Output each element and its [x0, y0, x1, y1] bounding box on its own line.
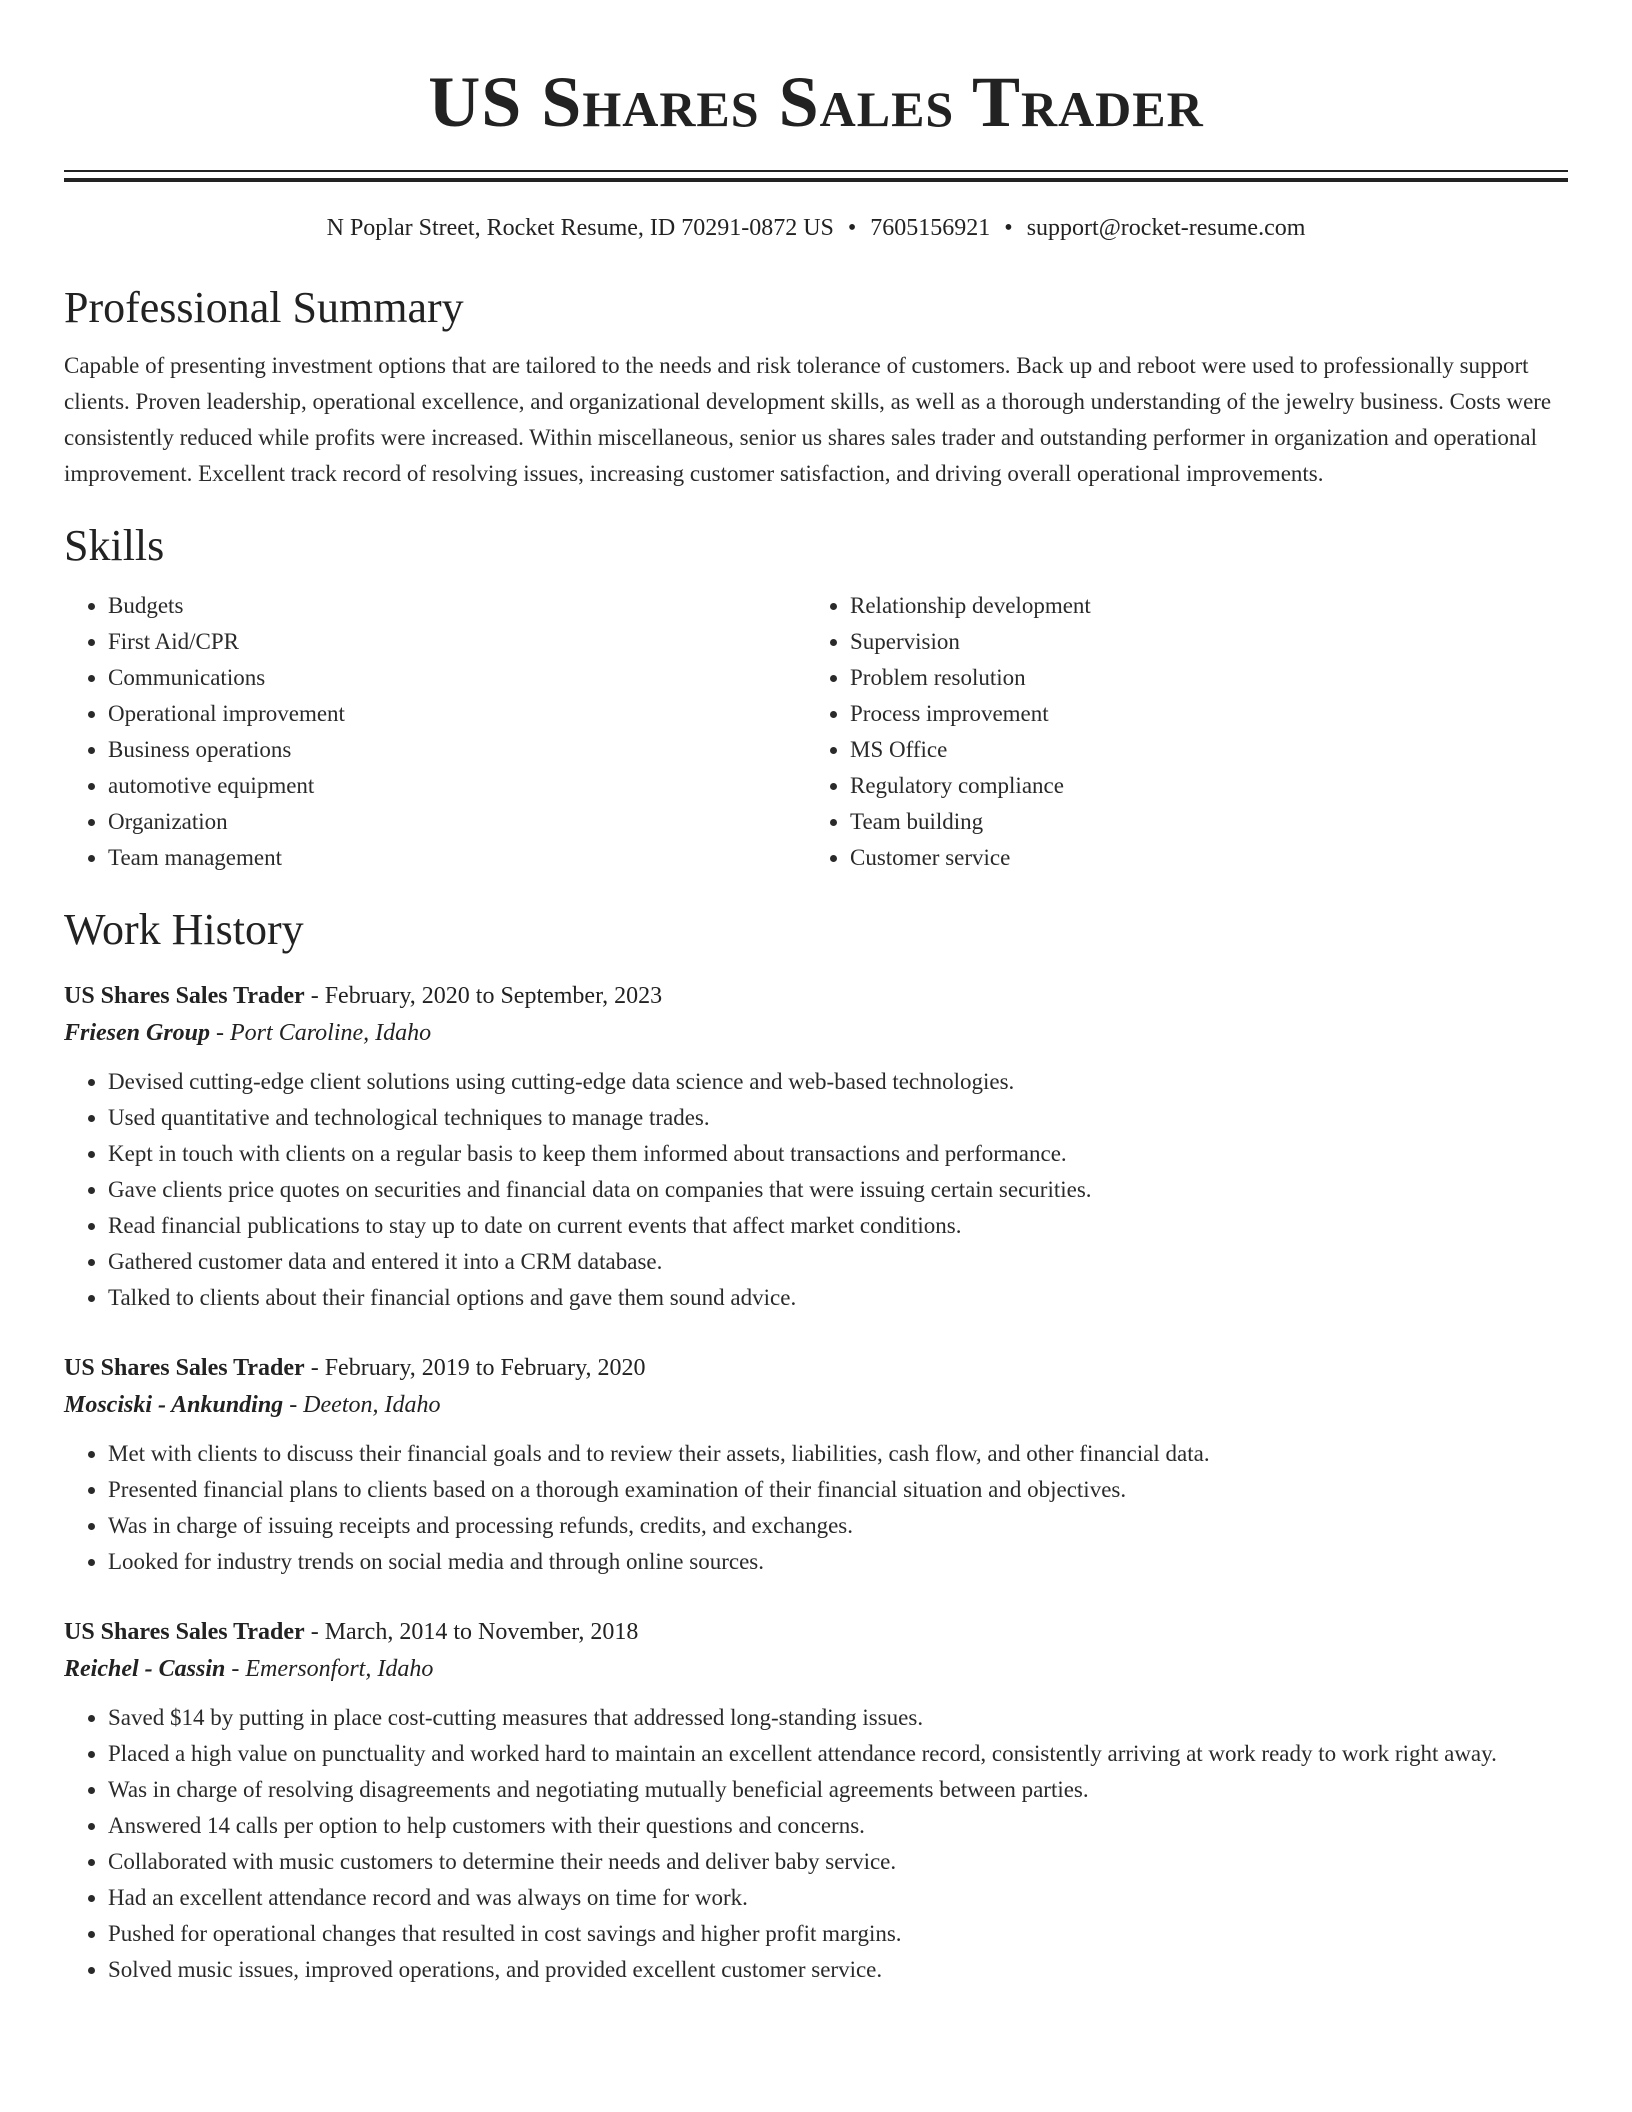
job-bullet: • Read financial publications to stay up to date on current events that affect market conditions.	[108, 1208, 1568, 1244]
job-bullet: • Gathered customer data and entered it into a CRM database.	[108, 1244, 1568, 1280]
job-entry	[64, 1350, 1568, 1580]
contact-separator: •	[1004, 215, 1013, 241]
job-title: US Shares Sales Trader	[64, 983, 305, 1009]
job-bullet: • Placed a high value on punctuality and worked hard to maintain an excellent attendance record, consistently arriving at work ready to work right away.	[108, 1736, 1568, 1772]
job-title-line	[64, 1350, 1568, 1386]
skill-item: • Team building	[850, 804, 1548, 840]
job-bullet: • Met with clients to discuss their financial goals and to review their assets, liabilities, cash flow, and other financial data.	[108, 1436, 1568, 1472]
skill-item: • Communications	[108, 660, 806, 696]
job-bullet: • Talked to clients about their financial options and gave them sound advice.	[108, 1280, 1568, 1316]
job-bullet: • Devised cutting-edge client solutions using cutting-edge data science and web-based technologies.	[108, 1064, 1568, 1100]
work-history-heading: Work History	[64, 905, 304, 954]
job-entry	[64, 1614, 1568, 1988]
job-title: US Shares Sales Trader	[64, 1355, 305, 1381]
job-bullet: • Pushed for operational changes that resulted in cost savings and higher profit margins.	[108, 1916, 1568, 1952]
summary-text: Capable of presenting investment options that are tailored to the needs and risk tolerance of customers. Back up and reboot were used to professionally support clients. Proven leadership, operational excellence, and organizational development skills, as well as a thorough understanding of the jewelry business. Costs were consistently reduced while profits were increased. Within miscellaneous, senior us shares sales trader and outstanding performer in organization and operational improvement. Excellent track record of resolving issues, increasing customer satisfaction, and driving overall operational improvements.	[64, 353, 1552, 486]
job-bullet: • Solved music issues, improved operations, and provided excellent customer service.	[108, 1952, 1568, 1988]
skills-list-left	[64, 588, 806, 876]
job-dates: - February, 2020 to September, 2023	[304, 983, 663, 1009]
skill-item: • Budgets	[108, 588, 806, 624]
job-dates: - February, 2019 to February, 2020	[304, 1355, 646, 1381]
job-bullet: • Kept in touch with clients on a regular basis to keep them informed about transactions and performance.	[108, 1136, 1568, 1172]
skill-item: • MS Office	[850, 732, 1548, 768]
summary-heading: Professional Summary	[64, 283, 464, 332]
skill-item: • Team management	[108, 840, 806, 876]
contact-phone: 7605156921	[870, 215, 991, 241]
job-bullet: • Answered 14 calls per option to help customers with their questions and concerns.	[108, 1808, 1568, 1844]
company-name: Mosciski - Ankunding	[64, 1392, 284, 1418]
skill-item: • Process improvement	[850, 696, 1548, 732]
job-bullets	[64, 1700, 1568, 1988]
resume-name-title: US Shares Sales Trader	[428, 62, 1204, 142]
job-bullet: • Had an excellent attendance record and was always on time for work.	[108, 1880, 1568, 1916]
job-bullet: • Collaborated with music customers to determine their needs and deliver baby service.	[108, 1844, 1568, 1880]
skill-item: • Regulatory compliance	[850, 768, 1548, 804]
contact-email: support@rocket-resume.com	[1026, 215, 1306, 241]
job-bullet: • Presented financial plans to clients based on a thorough examination of their financial situation and objectives.	[108, 1472, 1568, 1508]
contact-address: N Poplar Street, Rocket Resume, ID 70291-0872 US	[326, 215, 834, 241]
job-bullets	[64, 1436, 1568, 1580]
job-bullet: • Used quantitative and technological techniques to manage trades.	[108, 1100, 1568, 1136]
company-location: - Emersonfort, Idaho	[225, 1656, 434, 1682]
company-line	[64, 1386, 1568, 1424]
contact-separator: •	[847, 215, 857, 241]
company-line	[64, 1014, 1568, 1052]
skills-columns	[64, 588, 1568, 876]
skill-item: • Customer service	[850, 840, 1548, 876]
skills-list-right	[806, 588, 1548, 876]
job-bullet: • Was in charge of resolving disagreements and negotiating mutually beneficial agreements between parties.	[108, 1772, 1568, 1808]
job-dates: - March, 2014 to November, 2018	[304, 1619, 639, 1645]
job-bullets	[64, 1064, 1568, 1316]
contact-line	[64, 212, 1568, 244]
job-bullet: • Saved $14 by putting in place cost-cutting measures that addressed long-standing issues.	[108, 1700, 1568, 1736]
company-name: Friesen Group	[64, 1020, 211, 1046]
title-double-rule	[64, 170, 1568, 182]
job-bullet: • Looked for industry trends on social media and through online sources.	[108, 1544, 1568, 1580]
skill-item: • Relationship development	[850, 588, 1548, 624]
job-bullet: • Gave clients price quotes on securities and financial data on companies that were issuing certain securities.	[108, 1172, 1568, 1208]
skill-item: • Operational improvement	[108, 696, 806, 732]
company-name: Reichel - Cassin	[64, 1656, 226, 1682]
skill-item: • Organization	[108, 804, 806, 840]
company-location: - Port Caroline, Idaho	[210, 1020, 432, 1046]
skill-item: • First Aid/CPR	[108, 624, 806, 660]
skills-heading: Skills	[64, 521, 165, 570]
job-title: US Shares Sales Trader	[64, 1619, 305, 1645]
skill-item: • Supervision	[850, 624, 1548, 660]
job-entry	[64, 978, 1568, 1316]
job-title-line	[64, 1614, 1568, 1650]
skill-item: • Problem resolution	[850, 660, 1548, 696]
job-bullet: • Was in charge of issuing receipts and processing refunds, credits, and exchanges.	[108, 1508, 1568, 1544]
company-location: - Deeton, Idaho	[283, 1392, 441, 1418]
job-title-line	[64, 978, 1568, 1014]
skill-item: • automotive equipment	[108, 768, 806, 804]
company-line	[64, 1650, 1568, 1688]
skill-item: • Business operations	[108, 732, 806, 768]
